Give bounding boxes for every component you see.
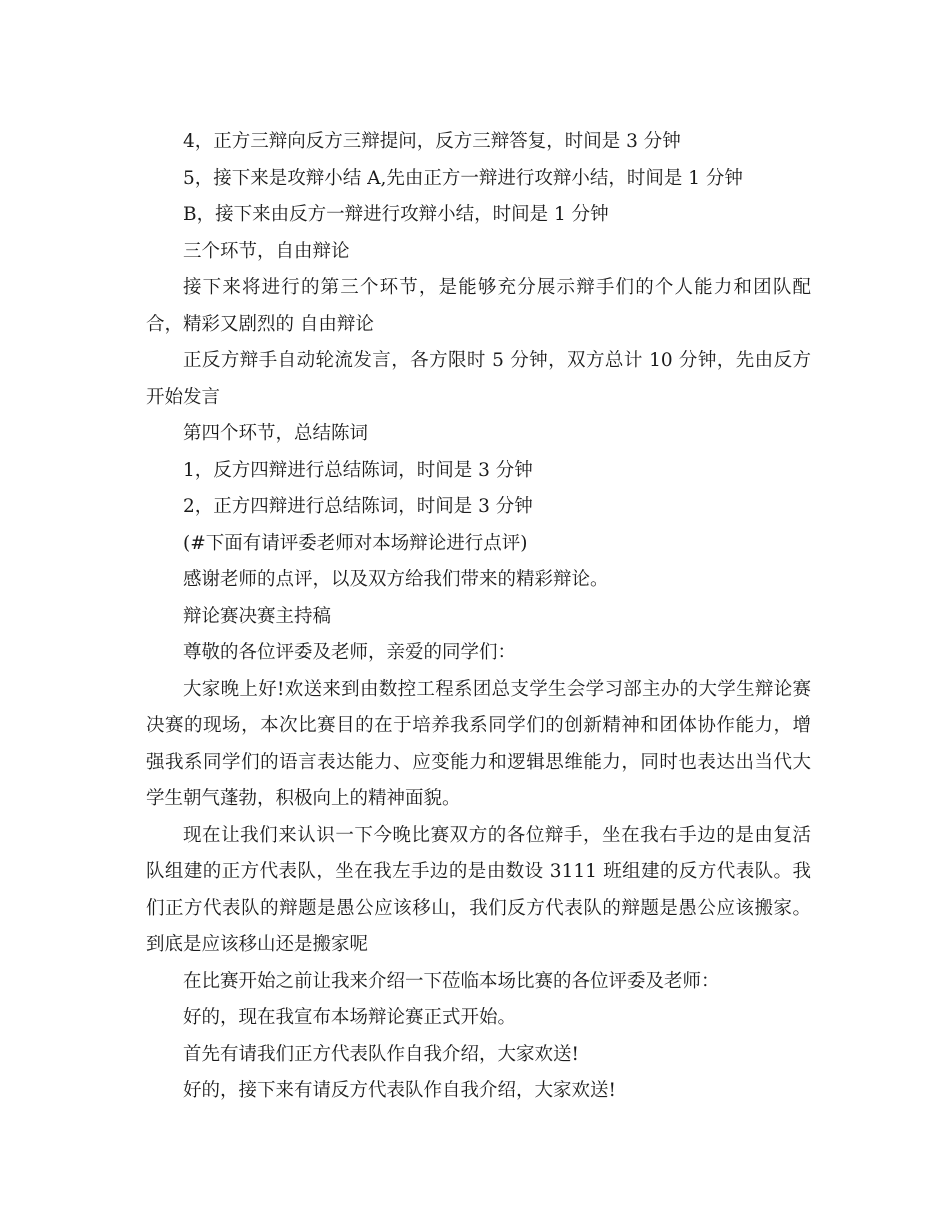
- paragraph-1: 4，正方三辩向反方三辩提问，反方三辩答复，时间是 3 分钟: [183, 131, 681, 152]
- paragraph-5: 接下来将进行的第三个环节，是能够充分展示辩手们的个人能力和团队配合，精彩又剧烈的 自由辩论: [146, 277, 811, 335]
- paragraph-2: 5，接下来是攻辩小结 A,先由正方一辩进行攻辩小结，时间是 1 分钟: [183, 167, 743, 189]
- paragraph-19: 好的，接下来有请反方代表队作自我介绍，大家欢送!: [183, 1080, 616, 1101]
- paragraph-18: 首先有请我们正方代表队作自我介绍，大家欢送!: [183, 1043, 579, 1065]
- paragraph-17: 好的，现在我宣布本场辩论赛正式开始。: [183, 1007, 517, 1028]
- paragraph-8: 1，反方四辩进行总结陈词，时间是 3 分钟: [183, 459, 533, 481]
- paragraph-9: 2，正方四辩进行总结陈词，时间是 3 分钟: [183, 496, 533, 517]
- paragraph-3: B，接下来由反方一辩进行攻辩小结，时间是 1 分钟: [183, 204, 609, 225]
- document-body: [146, 124, 811, 1110]
- paragraph-11: 感谢老师的点评，以及双方给我们带来的精彩辩论。: [183, 569, 609, 590]
- section-heading-free-debate: 三个环节，自由辩论: [183, 240, 350, 262]
- document-title-line: 辩论赛决赛主持稿: [183, 605, 332, 627]
- section-heading-closing: 第四个环节，总结陈词: [183, 423, 369, 444]
- paragraph-14: 大家晚上好!欢送来到由数控工程系团总支学生会学习部主办的大学生辩论赛决赛的现场，本次比赛目的在于培养我系同学们的创新精神和团体协作能力，增强我系同学们的语言表达能力、应变能力和逻辑思维能力，同时也表达出当代大学生朝气蓬勃，积极向上的精神面貌。: [146, 678, 811, 809]
- paragraph-10: (#下面有请评委老师对本场辩论进行点评): [183, 532, 528, 554]
- paragraph-6: 正反方辩手自动轮流发言，各方限时 5 分钟，双方总计 10 分钟，先由反方开始发言: [146, 350, 811, 408]
- paragraph-16: 在比赛开始之前让我来介绍一下莅临本场比赛的各位评委及老师：: [183, 970, 720, 992]
- salutation: 尊敬的各位评委及老师，亲爱的同学们：: [183, 642, 517, 663]
- paragraph-15: 现在让我们来认识一下今晚比赛双方的各位辩手，坐在我右手边的是由复活队组建的正方代表队，坐在我左手边的是由数设 3111 班组建的反方代表队。我们正方代表队的辩题是愚公应该移山，我们反方代表队的辩题是愚公应该搬家。到底是应该移山还是搬家呢: [146, 824, 811, 955]
